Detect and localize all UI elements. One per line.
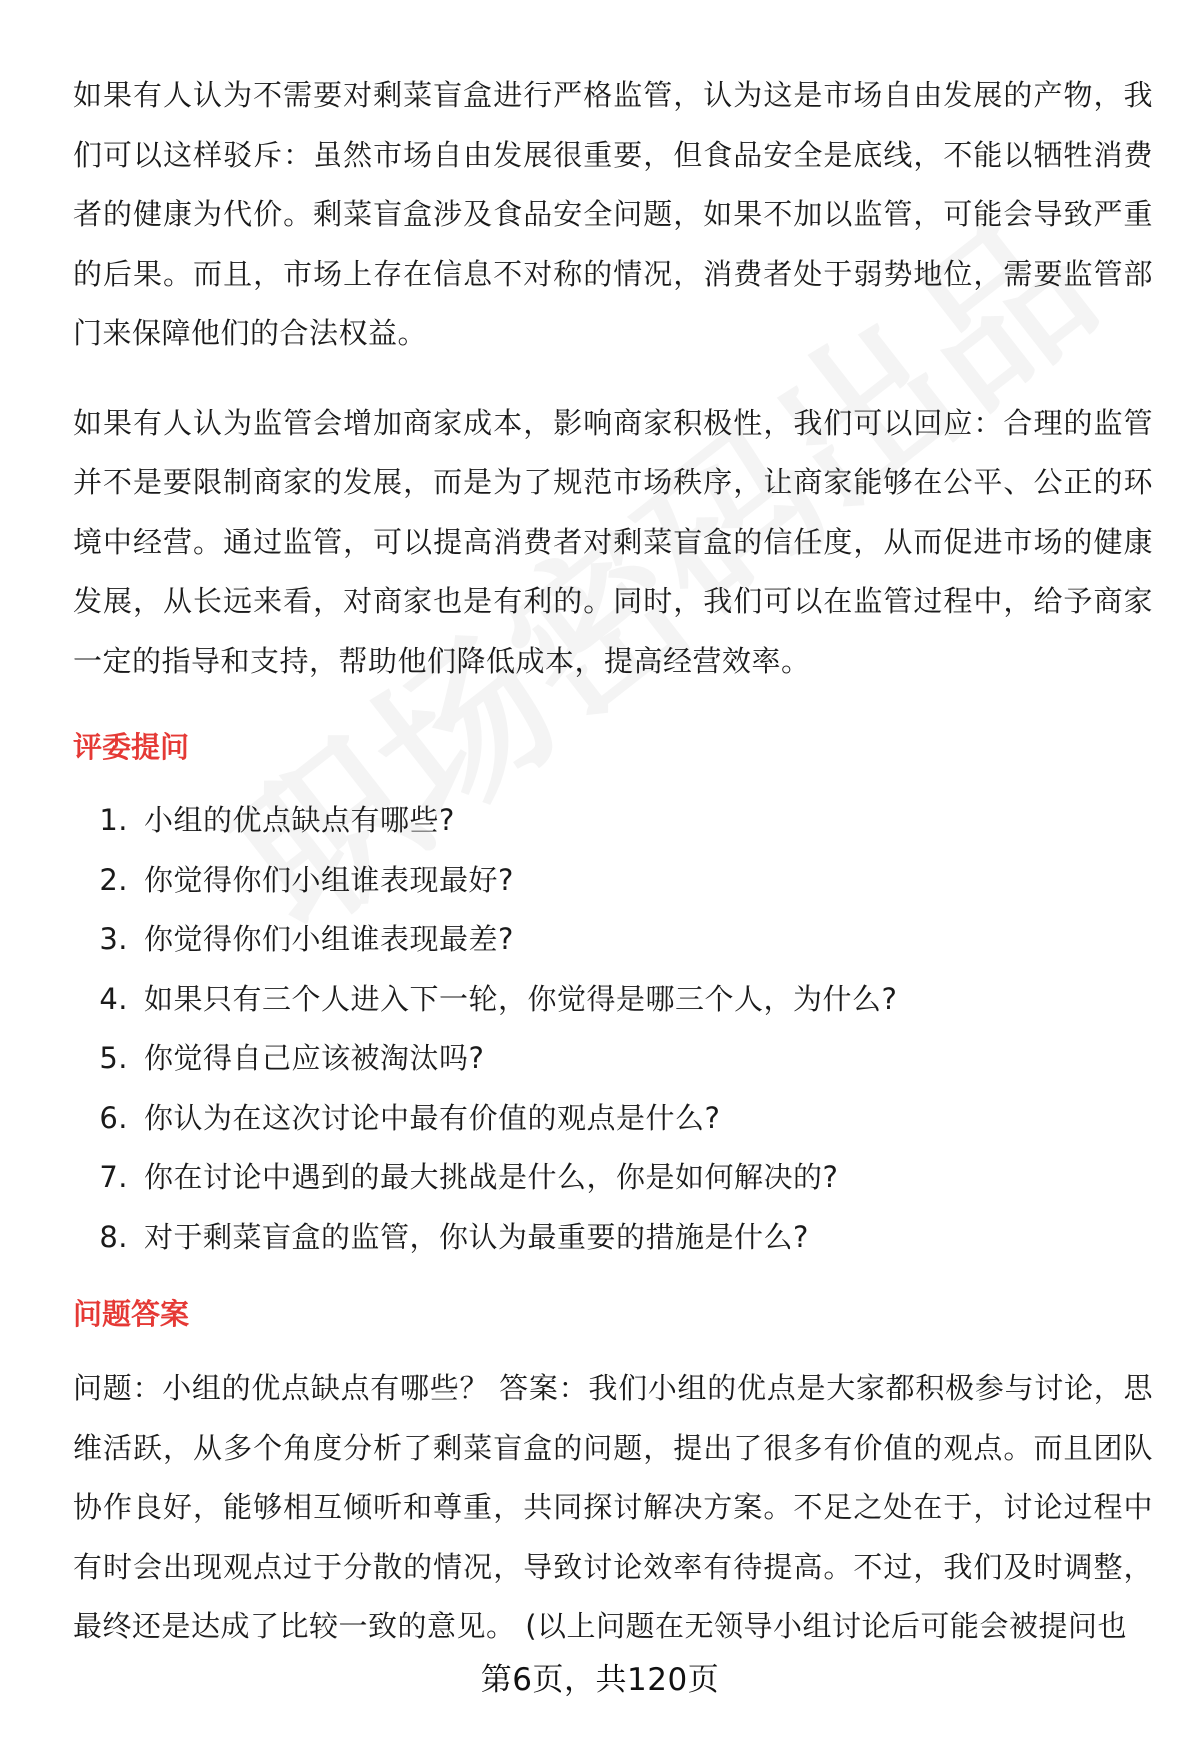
list-item (73, 1089, 1153, 1149)
list-text: 你觉得自己应该被淘汰吗? (144, 1041, 485, 1075)
document-page (73, 66, 1153, 1657)
section-heading-questions: 评委提问 (73, 730, 190, 764)
list-number: 8. (99, 1219, 128, 1254)
list-item (73, 910, 1153, 970)
question-list (73, 791, 1153, 1267)
list-number: 2. (99, 862, 128, 897)
paragraph-answer: 问题：小组的优点缺点有哪些？ 答案：我们小组的优点是大家都积极参与讨论，思维活跃，从多个角度分析了剩菜盲盒的问题，提出了很多有价值的观点。而且团队协作良好，能够相互倾听和尊重，共同探讨解决方案。不足之处在于，讨论过程中有时会出现观点过于分散的情况，导致讨论效率有待提高。不过，我们及时调整，最终还是达成了比较一致的意见。 (以上问题在无领导小组讨论后可能会被提问也 (73, 1371, 1153, 1643)
list-text: 你认为在这次讨论中最有价值的观点是什么? (144, 1100, 721, 1135)
list-number: 5. (99, 1041, 128, 1075)
list-item (73, 1029, 1153, 1089)
list-number: 3. (99, 922, 128, 956)
list-text: 你觉得你们小组谁表现最差? (144, 922, 514, 956)
list-item (73, 851, 1153, 911)
paragraph-rebuttal-cost: 如果有人认为监管会增加商家成本，影响商家积极性，我们可以回应：合理的监管并不是要限制商家的发展，而是为了规范市场秩序，让商家能够在公平、公正的环境中经营。通过监管，可以提高消费者对剩菜盲盒的信任度，从而促进市场的健康发展，从长远来看，对商家也是有利的。同时，我们可以在监管过程中，给予商家一定的指导和支持，帮助他们降低成本，提高经营效率。 (73, 405, 1153, 678)
list-number: 7. (99, 1160, 128, 1194)
list-number: 1. (99, 803, 128, 837)
list-item (73, 1148, 1153, 1208)
list-item (73, 791, 1153, 851)
paragraph-rebuttal-regulation: 如果有人认为不需要对剩菜盲盒进行严格监管，认为这是市场自由发展的产物，我们可以这样驳斥：虽然市场自由发展很重要，但食品安全是底线，不能以牺牲消费者的健康为代价。剩菜盲盒涉及食品安全问题，如果不加以监管，可能会导致严重的后果。而且，市场上存在信息不对称的情况，消费者处于弱势地位，需要监管部门来保障他们的合法权益。 (73, 78, 1153, 350)
list-text: 小组的优点缺点有哪些? (144, 803, 455, 837)
page-number-footer: 第6页，共120页 (480, 1662, 720, 1698)
list-number: 6. (99, 1100, 128, 1135)
list-item (73, 1208, 1153, 1268)
list-text: 你在讨论中遇到的最大挑战是什么，你是如何解决的? (144, 1160, 839, 1194)
list-text: 如果只有三个人进入下一轮，你觉得是哪三个人，为什么? (144, 981, 898, 1016)
list-text: 对于剩菜盲盒的监管，你认为最重要的措施是什么? (144, 1219, 809, 1254)
section-heading-answers: 问题答案 (73, 1297, 190, 1331)
list-text: 你觉得你们小组谁表现最好? (144, 862, 514, 897)
list-item (73, 970, 1153, 1030)
list-number: 4. (99, 981, 128, 1016)
